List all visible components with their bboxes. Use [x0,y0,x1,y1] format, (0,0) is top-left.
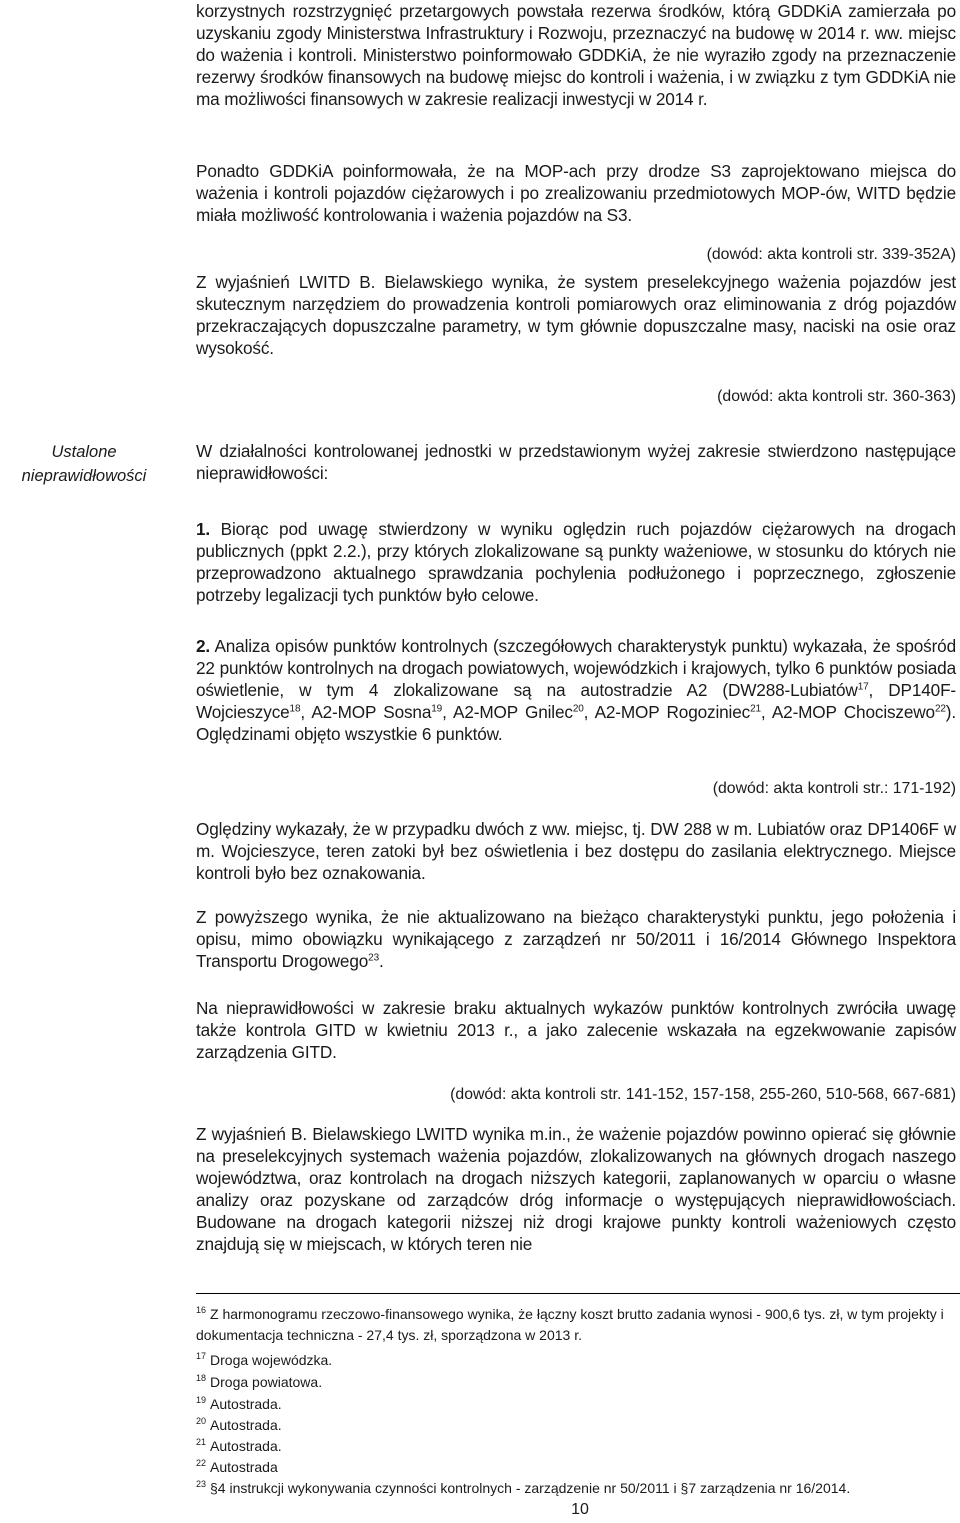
footnote-22-number: 22 [196,1458,207,1469]
footnote-16-text: Z harmonogramu rzeczowo-finansowego wynika, że łączny koszt brutto zadania wynosi - 900,6 tys. zł, w tym projekty i dokumentacja techniczna - 27,4 tys. zł, sporządzona w 2013 r. [196,1306,944,1343]
footnote-ref-19: 19 [431,703,443,715]
finding-2-text-a: Analiza opisów punktów kontrolnych (szczegółowych charakterystyk punktu) wykazała, że spośród 22 punktów kontrolnych na drogach powiatowych, wojewódzkich i krajowych, tylko 6 punktów posiada oświetlenie, w tym 4 zlokalizowane są na autostradzie A2 (DW288-Lubiatów [196,636,956,700]
footnote-22-text: Autostrada [210,1459,278,1475]
footnote-18-text: Droga powiatowa. [210,1374,323,1390]
paragraph-finding-1 [196,518,956,606]
footnote-divider [196,1293,960,1294]
footnote-ref-20: 20 [572,703,584,715]
page-number: 10 [571,1501,589,1518]
footnote-17 [196,1350,956,1371]
footnote-21-text: Autostrada. [210,1438,282,1454]
side-heading-line2: nieprawidłowości [21,467,147,485]
footnote-16-number: 16 [196,1305,207,1316]
paragraph-gitd-control: Na nieprawidłowości w zakresie braku aktualnych wykazów punktów kontrolnych zwróciła uwagę także kontrola GITD w kwietniu 2013 r., a jako zalecenie wskazała na egzekwowanie zapisów zarządzenia GITD. [196,998,956,1062]
paragraph-explanation: Z wyjaśnień B. Bielawskiego LWITD wynika m.in., że ważenie pojazdów powinno opierać się głównie na preselekcyjnych systemach ważenia pojazdów, zlokalizowanych na głównych drogach naszego województwa, oraz kontrolach na drogach niższych kategorii, zaplanowanych w oparciu o własne analizy oraz pozyskane od zarządców dróg informacje o występujących nieprawidłowościach. Budowane na drogach kategorii niższej niż drogi krajowe punkty kontroli ważeniowych często znajdują się w miejscach, w których teren nie [196,1124,956,1254]
finding-1-text: Biorąc pod uwagę stwierdzony w wyniku oględzin ruch pojazdów ciężarowych na drogach publicznych (ppkt 2.2.), przy których zlokalizowane są punkty ważeniowe, w stosunku do których nie przeprowadzono aktualnego sprawdzania pochylenia podłużonego i poprzecznego, zgłoszenie potrzeby legalizacji tych punktów było celowe. [196,519,956,605]
footnote-18-number: 18 [196,1373,207,1384]
footnote-23-text: §4 instrukcji wykonywania czynności kontrolnych - zarządzenie nr 50/2011 i §7 zarządzenia nr 16/2014. [210,1480,851,1496]
footnote-20 [196,1415,956,1436]
footnote-23-number: 23 [196,1479,207,1490]
side-heading-line1: Ustalone [51,443,117,461]
evidence-note-4: (dowód: akta kontroli str. 141-152, 157-158, 255-260, 510-568, 667-681) [450,1086,956,1103]
footnote-21-number: 21 [196,1437,207,1448]
footnote-ref-22: 22 [934,703,946,715]
footnote-16 [196,1304,956,1346]
finding-2-text-c: , A2-MOP Sosna [300,702,432,722]
footnote-ref-21: 21 [750,703,761,715]
footnote-23 [196,1478,956,1499]
footnote-17-text: Droga wojewódzka. [210,1352,333,1368]
footnote-17-number: 17 [196,1351,207,1362]
finding-2-text-g: ). Oględzinami objęto wszystkie 6 punktów. [196,702,956,744]
paragraph-inspection-results: Oględziny wykazały, że w przypadku dwóch z ww. miejsc, tj. DW 288 w m. Lubiatów oraz DP1406F w m. Wojcieszyce, teren zatoki był bez oświetlenia i bez dostępu do zasilania elektrycznego. Miejsce kontroli było bez oznakowania. [196,819,956,883]
footnote-18 [196,1372,956,1393]
paragraph-mop-s3: Ponadto GDDKiA poinformowała, że na MOP-ach przy drodze S3 zaprojektowano miejsca do ważenia i kontroli pojazdów ciężarowych i po zrealizowaniu przedmiotowych MOP-ów, WITD będzie miała możliwość kontrolowania i ważenia pojazdów na S3. [196,161,956,225]
evidence-note-1: (dowód: akta kontroli str. 339-352A) [706,246,956,263]
evidence-note-3: (dowód: akta kontroli str.: 171-192) [712,780,956,797]
footnote-ref-18: 18 [289,703,301,715]
paragraph-preselection: Z wyjaśnień LWITD B. Bielawskiego wynika, że system preselekcyjnego ważenia pojazdów jest skutecznym narzędziem do prowadzenia kontroli pomiarowych oraz eliminowania z dróg pojazdów przekraczających dopuszczalne parametry, w tym głównie dopuszczalne masy, naciski na osie oraz wysokość. [196,272,956,358]
footnote-19 [196,1394,956,1415]
footnote-20-number: 20 [196,1416,207,1427]
footnote-21 [196,1436,956,1457]
side-heading [0,440,168,488]
finding-number-2: 2. [196,636,211,656]
not-updated-text-b: . [378,951,384,971]
paragraph-findings-intro: W działalności kontrolowanej jednostki w przedstawionym wyżej zakresie stwierdzono następujące nieprawidłowości: [196,441,956,483]
footnote-19-number: 19 [196,1395,207,1406]
footnote-ref-17: 17 [857,681,869,693]
finding-2-text-f: , A2-MOP Chociszewo [760,702,935,722]
evidence-note-2: (dowód: akta kontroli str. 360-363) [717,388,956,405]
footnote-ref-23: 23 [368,952,379,964]
paragraph-reserve-funds: korzystnych rozstrzygnięć przetargowych powstała rezerwa środków, którą GDDKiA zamierzała po uzyskaniu zgody Ministerstwa Infrastruktury i Rozwoju, przeznaczyć na budowę w 2014 r. ww. miejsc do ważenia i kontroli. Ministerstwo poinformowało GDDKiA, że nie wyraziło zgody na przeznaczenie rezerwy środków finansowych na budowę miejsc do kontroli i ważenia, i w związku z tym GDDKiA nie ma możliwości finansowych w zakresie realizacji inwestycji w 2014 r. [196,1,956,109]
paragraph-finding-2 [196,635,956,745]
finding-2-text-d: , A2-MOP Gnilec [442,702,573,722]
finding-number-1: 1. [196,519,211,539]
finding-2-text-e: , A2-MOP Rogoziniec [583,702,751,722]
footnote-19-text: Autostrada. [210,1396,282,1412]
footnote-22 [196,1457,956,1478]
finding-2-text-b: , DP140F-Wojcieszyce [196,680,956,722]
not-updated-text-a: Z powyższego wynika, że nie aktualizowano na bieżąco charakterystyki punktu, jego położenia i opisu, mimo obowiązku wynikającego z zarządzeń nr 50/2011 i 16/2014 Głównego Inspektora Transportu Drogowego [196,907,956,971]
paragraph-not-updated [196,906,956,972]
footnote-20-text: Autostrada. [210,1417,282,1433]
